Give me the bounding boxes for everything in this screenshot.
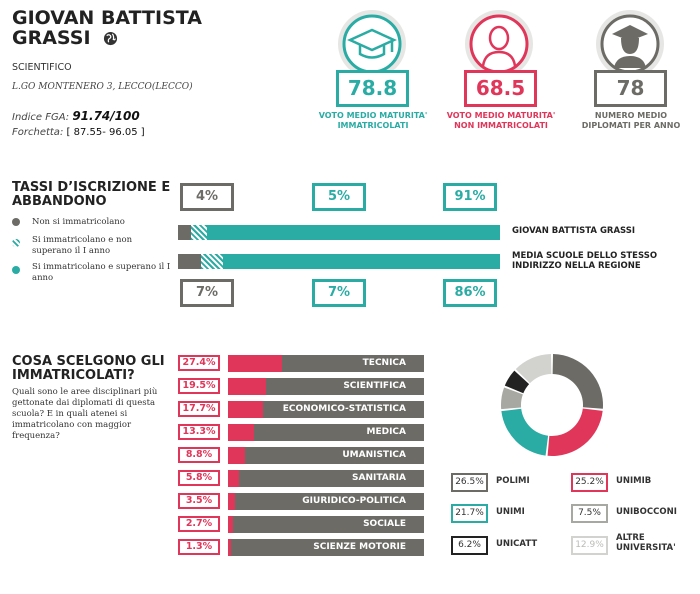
forchetta-label: Forchetta: [12,127,64,138]
fga-value: 91.74/100 [72,109,140,123]
area-bar [228,493,424,510]
university-pct: 26.5% [451,473,488,492]
school-pct-non: 4% [180,183,234,211]
legend-dot-teal [12,266,20,274]
bar-label-school: GIOVAN BATTISTA GRASSI [512,226,636,236]
region-pct-superano: 86% [443,279,497,307]
area-pct: 19.5% [178,378,220,394]
university-name: POLIMI [496,476,530,486]
bar-label-region: MEDIA SCUOLE DELLO STESSO INDIRIZZO NELLA REGIONE [512,251,658,271]
area-pct: 1.3% [178,539,220,555]
school-address: L.GO MONTENERO 3, LECCO(LECCO) [12,82,193,92]
area-bar [228,424,424,441]
segment-superano [207,225,500,240]
area-bar-fill [228,516,233,533]
university-name: UNIMIB [616,476,652,486]
segment-superano [223,254,500,269]
area-name: GIURIDICO-POLITICA [302,496,406,506]
legend-superano [12,262,172,286]
university-pct: 25.2% [571,473,608,492]
area-bar-fill [228,470,239,487]
legend-non-superano [12,235,172,259]
university-name: UNIBOCCONI [616,507,677,517]
area-pct: 3.5% [178,493,220,509]
university-pct: 21.7% [451,504,488,523]
legend-label: Non si immatricolano [32,217,125,227]
area-bar-fill [228,378,266,395]
area-pct: 2.7% [178,516,220,532]
segment-non [178,225,191,240]
area-bar-fill [228,539,231,556]
legend-non-immatricolano [12,217,172,229]
area-name: SOCIALE [363,519,406,529]
university-pct: 7.5% [571,504,608,523]
area-pct: 17.7% [178,401,220,417]
segment-abbandono [201,254,224,269]
university-name: ALTRE UNIVERSITA' [616,533,676,553]
area-bar-fill [228,355,282,372]
choices-question: Quali sono le aree disciplinari più gettonate dai diplomati di questa scuola? E in quali atenei si immatricolano con maggior frequenza? [12,387,158,441]
area-name: MEDICA [366,427,406,437]
school-type: SCIENTIFICO [12,62,72,73]
area-bar [228,378,424,395]
area-bar-fill [228,401,263,418]
area-pct: 27.4% [178,355,220,371]
fga-index [12,109,140,123]
segment-abbandono [191,225,207,240]
area-bar [228,401,424,418]
donut-slice-polimi [553,354,603,409]
area-bar-fill [228,424,254,441]
area-bar [228,516,424,533]
university-name: UNIMI [496,507,525,517]
fga-label: Indice FGA: [12,112,70,123]
school-pct-abbandono: 5% [312,183,366,211]
legend-label: Si immatricolano e superano il I anno [32,262,171,283]
area-name: SCIENZE MOTORIE [313,542,406,552]
area-name: TECNICA [362,358,406,368]
university-pct: 6.2% [451,536,488,555]
stat-value-non-immatricolati: 68.5 [464,70,537,107]
area-bar-fill [228,447,245,464]
area-pct: 5.8% [178,470,220,486]
enrollment-title: TASSI D’ISCRIZIONE E ABBANDONO [12,180,171,209]
stat-label-non-immatricolati: VOTO MEDIO MATURITA' NON IMMATRICOLATI [446,111,556,130]
donut-slice-unimib [548,409,603,456]
segment-non [178,254,201,269]
donut-slice-unimi [501,409,548,456]
area-bar [228,470,424,487]
choices-title: COSA SCELGONO GLI IMMATRICOLATI? [12,354,165,383]
area-name: UMANISTICA [342,450,406,460]
school-pct-superano: 91% [443,183,497,211]
globe-icon[interactable] [103,30,118,50]
forchetta [12,127,145,138]
universities-donut-chart [497,350,607,460]
stat-value-diplomati: 78 [594,70,667,107]
area-bar [228,447,424,464]
university-pct: 12.9% [571,536,608,555]
legend-dot-hatched [12,239,20,247]
region-pct-abbandono: 7% [312,279,366,307]
area-name: SANITARIA [352,473,406,483]
enrollment-bar-region [178,254,500,269]
stat-label-diplomati: NUMERO MEDIO DIPLOMATI PER ANNO [581,111,681,130]
school-name [12,8,232,50]
area-bar [228,355,424,372]
stat-value-immatricolati: 78.8 [336,70,409,107]
region-pct-non: 7% [180,279,234,307]
legend-label: Si immatricolano e non superano il I anno [32,235,133,256]
stat-label-immatricolati: VOTO MEDIO MATURITA' IMMATRICOLATI [318,111,428,130]
area-name: ECONOMICO-STATISTICA [282,404,406,414]
area-pct: 8.8% [178,447,220,463]
university-name: UNICATT [496,539,538,549]
legend-dot-gray [12,218,20,226]
area-bar-fill [228,493,235,510]
area-pct: 13.3% [178,424,220,440]
area-bar [228,539,424,556]
school-name-text: GIOVAN BATTISTA GRASSI [12,7,202,49]
area-name: SCIENTIFICA [343,381,406,391]
forchetta-value: [ 87.55- 96.05 ] [66,127,145,138]
enrollment-bar-school [178,225,500,240]
